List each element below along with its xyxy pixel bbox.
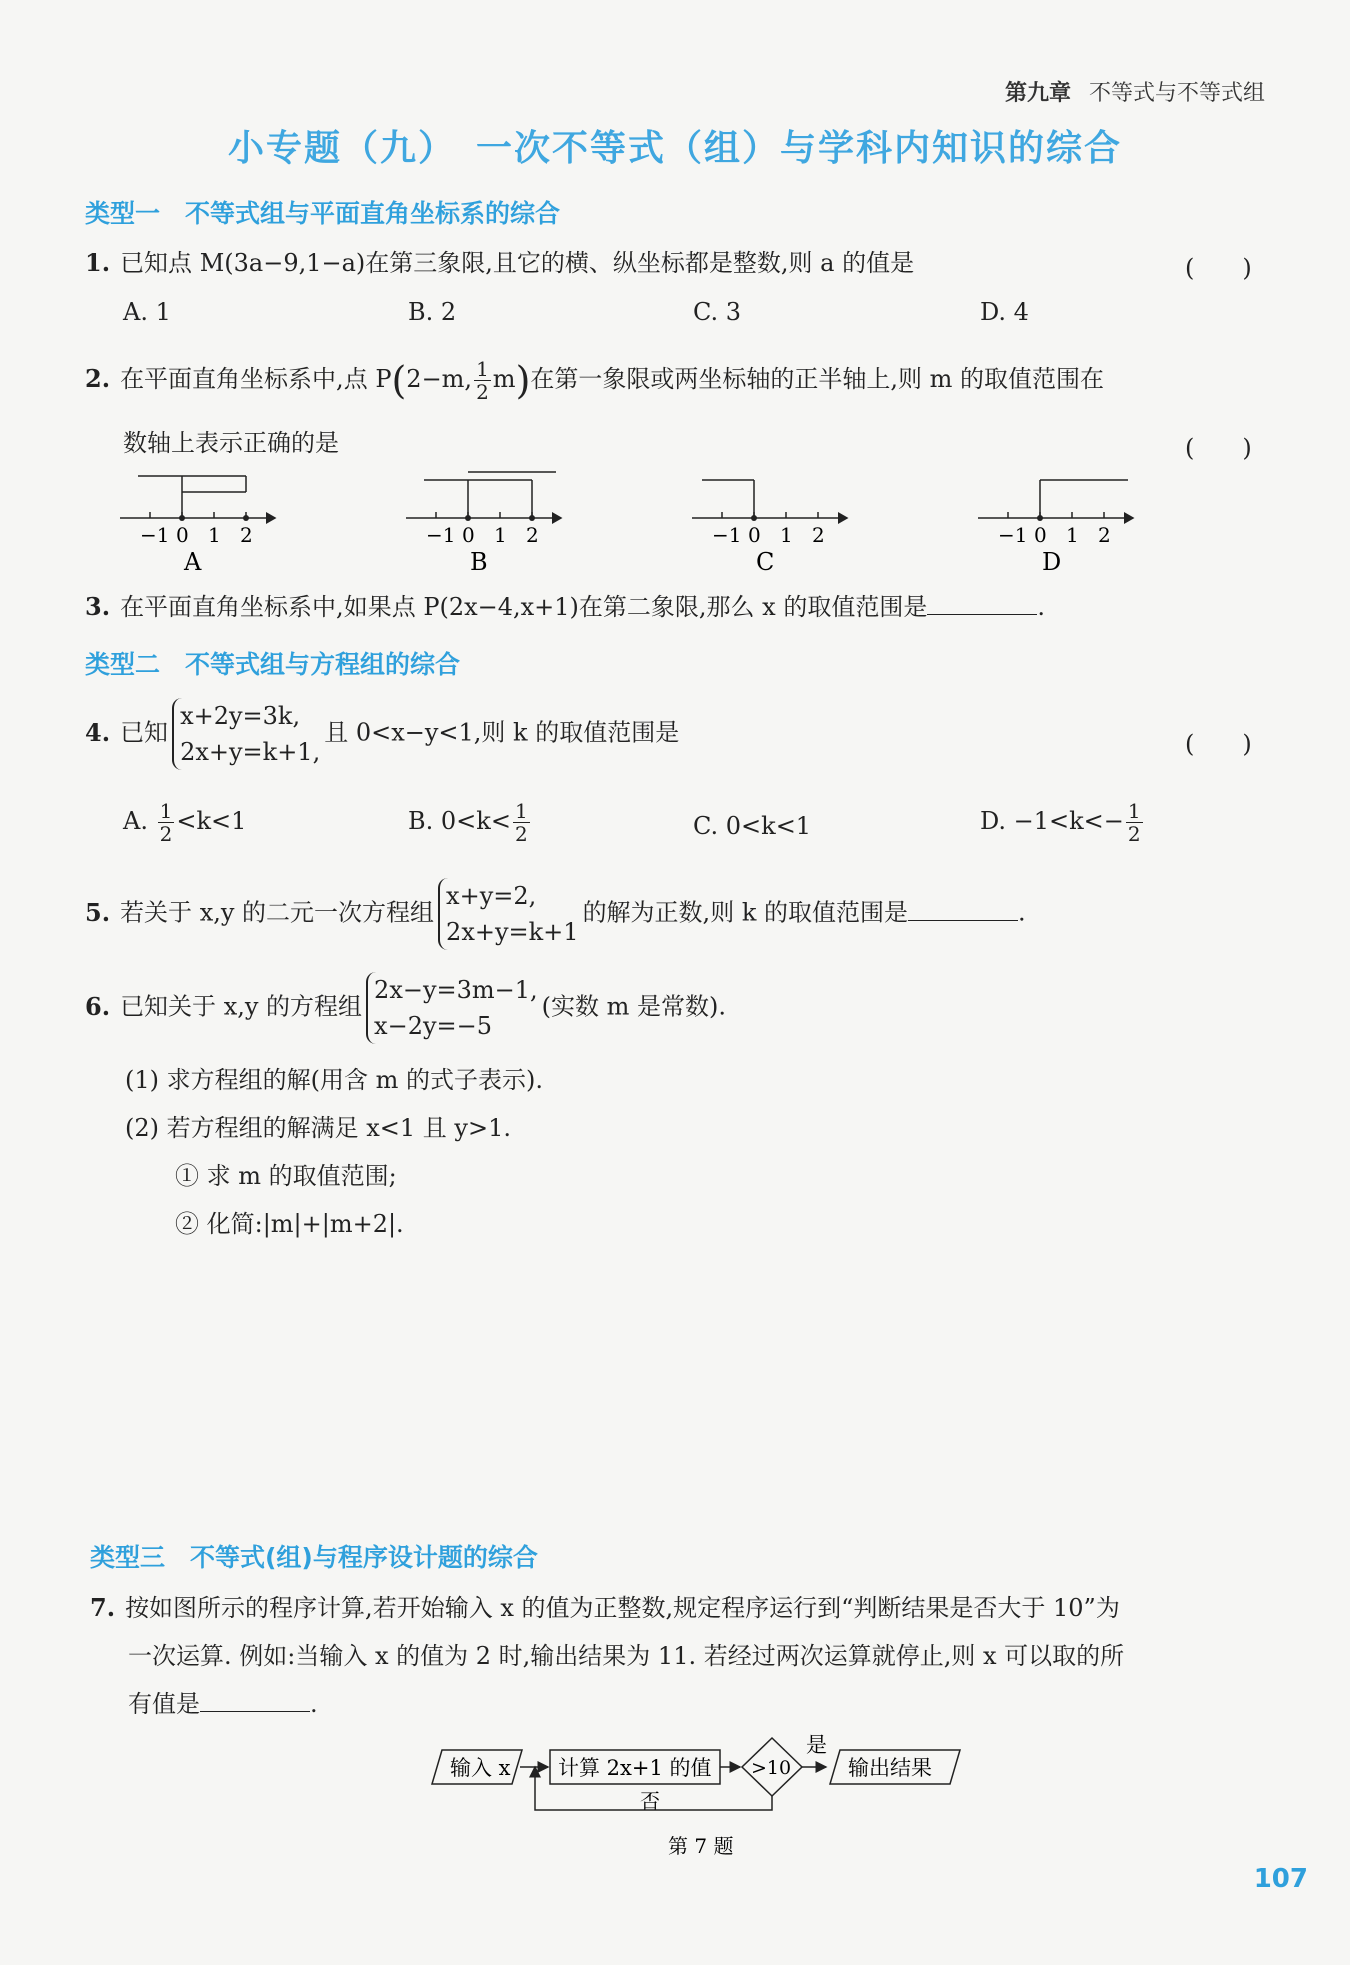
question-text: 在平面直角坐标系中,如果点 P(2x−4,x+1)在第二象限,那么 x 的取值范围是 (120, 593, 928, 621)
fraction: $\frac{1}{2}$ (476, 357, 489, 404)
tick-label: −1 (140, 523, 170, 547)
question-number: 7. (90, 1593, 116, 1622)
point-coord-a: 2−m, (406, 365, 473, 393)
flow-output (830, 1750, 960, 1784)
sub-question-2b: ② 化简:|m|+|m+2|. (175, 1210, 404, 1238)
question-text: 且 0<x−y<1,则 k 的取值范围是 (324, 718, 680, 747)
question-text-post: 在第一象限或两坐标轴的正半轴上,则 m 的取值范围在 (530, 365, 1105, 393)
svg-text:输入 x: 输入 x (450, 1756, 511, 1780)
figure-caption: 第 7 题 (668, 1834, 734, 1858)
option-label: B (470, 548, 488, 576)
tick-label: 0 (462, 523, 475, 547)
question-6: 6. 已知关于 x,y 的方程组 2x−y=3m−1, x−2y=−5 (实数 m 是常数). (85, 972, 726, 1044)
number-line-c (692, 480, 847, 576)
svg-text:>10: >10 (751, 1757, 792, 1779)
flow-input (432, 1750, 522, 1784)
question-7-line2: 一次运算. 例如:当输入 x 的值为 2 时,输出结果为 11. 若经过两次运算就停止,则 x 可以取的所 (128, 1642, 1125, 1670)
option-a: A. 1 (123, 298, 171, 326)
tick-label: 0 (176, 523, 189, 547)
option-label: D (1042, 548, 1062, 576)
tick-label: 2 (526, 523, 539, 547)
question-7-line3: 有值是 . (128, 1690, 318, 1718)
option-label: A (184, 548, 202, 576)
answer-paren: ( ) (1185, 434, 1252, 462)
question-7: 7. 按如图所示的程序计算,若开始输入 x 的值为正整数,规定程序运行到“判断结果是否大于 10”为 (90, 1593, 1120, 1622)
question-number: 5. (85, 897, 111, 927)
program-flowchart (430, 1728, 970, 1868)
chapter-label: 第九章 (1004, 81, 1071, 106)
option-c: C. 3 (693, 298, 742, 326)
equation-system: 2x−y=3m−1, x−2y=−5 (366, 972, 538, 1044)
option-d: D. −1<k<− $\frac{1}{2}$ (980, 799, 1141, 846)
equation-system: x+2y=3k, 2x+y=k+1, (172, 698, 320, 770)
running-header (1005, 76, 1265, 107)
option-a: A. $\frac{1}{2}$ <k<1 (123, 799, 247, 846)
flow-yes-label: 是 (806, 1733, 827, 1757)
question-number: 6. (85, 991, 111, 1021)
section-heading-1: 类型一 不等式组与平面直角坐标系的综合 (85, 199, 561, 228)
tick-label: 0 (748, 523, 761, 547)
sub-question-2: (2) 若方程组的解满足 x<1 且 y>1. (125, 1114, 511, 1142)
answer-blank[interactable] (927, 614, 1037, 615)
tick-label: 1 (1066, 523, 1079, 547)
question-number: 2. (85, 364, 111, 393)
option-b: B. 0<k< $\frac{1}{2}$ (408, 799, 528, 846)
tick-label: 1 (780, 523, 793, 547)
option-label: C (756, 548, 775, 576)
equation-system: x+y=2, 2x+y=k+1 (438, 878, 579, 950)
svg-text:输出结果: 输出结果 (848, 1756, 932, 1780)
tick-label: −1 (426, 523, 456, 547)
tick-label: 2 (1098, 523, 1111, 547)
page-number: 107 (1253, 1864, 1308, 1894)
question-5: 5. 若关于 x,y 的二元一次方程组 x+y=2, 2x+y=k+1 的解为正数,则 k 的取值范围是 . (85, 878, 1026, 950)
tick-label: −1 (712, 523, 742, 547)
number-line-a (120, 476, 275, 576)
svg-text:计算 2x+1 的值: 计算 2x+1 的值 (558, 1756, 712, 1780)
sub-question-1: (1) 求方程组的解(用含 m 的式子表示). (125, 1066, 543, 1094)
question-text: 已知点 M(3a−9,1−a)在第三象限,且它的横、纵坐标都是整数,则 a 的值是 (120, 249, 915, 277)
section-heading-2: 类型二 不等式组与方程组的综合 (85, 650, 461, 679)
flow-judge (742, 1738, 802, 1796)
page-title: 小专题（九） 一次不等式（组）与学科内知识的综合 (227, 128, 1122, 169)
tick-label: 2 (240, 523, 253, 547)
answer-paren: ( ) (1185, 730, 1252, 758)
question-number: 4. (85, 717, 111, 747)
sub-question-2a: ① 求 m 的取值范围; (175, 1162, 397, 1190)
tick-label: 1 (494, 523, 507, 547)
flow-no-label: 否 (640, 1789, 660, 1813)
tick-label: −1 (998, 523, 1028, 547)
tick-label: 0 (1034, 523, 1047, 547)
question-3: 3. 在平面直角坐标系中,如果点 P(2x−4,x+1)在第二象限,那么 x 的取值范围是 . (85, 592, 1045, 621)
question-number: 1. (85, 248, 111, 277)
section-heading-3: 类型三 不等式(组)与程序设计题的综合 (90, 1543, 538, 1572)
question-1 (85, 248, 914, 278)
answer-blank[interactable] (908, 920, 1018, 921)
option-d: D. 4 (980, 298, 1029, 326)
question-4: 4. 已知 x+2y=3k, 2x+y=k+1, 且 0<x−y<1,则 k 的取值范围是 (85, 698, 679, 770)
chapter-topic: 不等式与不等式组 (1088, 81, 1265, 106)
question-text: 在平面直角坐标系中,点 P (120, 365, 392, 393)
number-line-options (110, 470, 1150, 580)
option-b: B. 2 (408, 298, 457, 326)
answer-blank[interactable] (200, 1711, 310, 1712)
option-c: C. 0<k<1 (693, 812, 812, 840)
tick-label: 2 (812, 523, 825, 547)
number-line-d (978, 480, 1133, 576)
flow-compute (550, 1750, 720, 1784)
tick-label: 1 (208, 523, 221, 547)
answer-paren: ( ) (1185, 254, 1252, 282)
question-2-line2: 数轴上表示正确的是 (123, 429, 339, 457)
question-number: 3. (85, 592, 111, 621)
point-coord-b: m (492, 365, 516, 393)
number-line-b (406, 472, 561, 576)
question-2: 2. 在平面直角坐标系中,点 P(2−m, $\frac{1}{2}$ m)在第一象限或两坐标轴的正半轴上,则 m 的取值范围在 (85, 357, 1105, 404)
